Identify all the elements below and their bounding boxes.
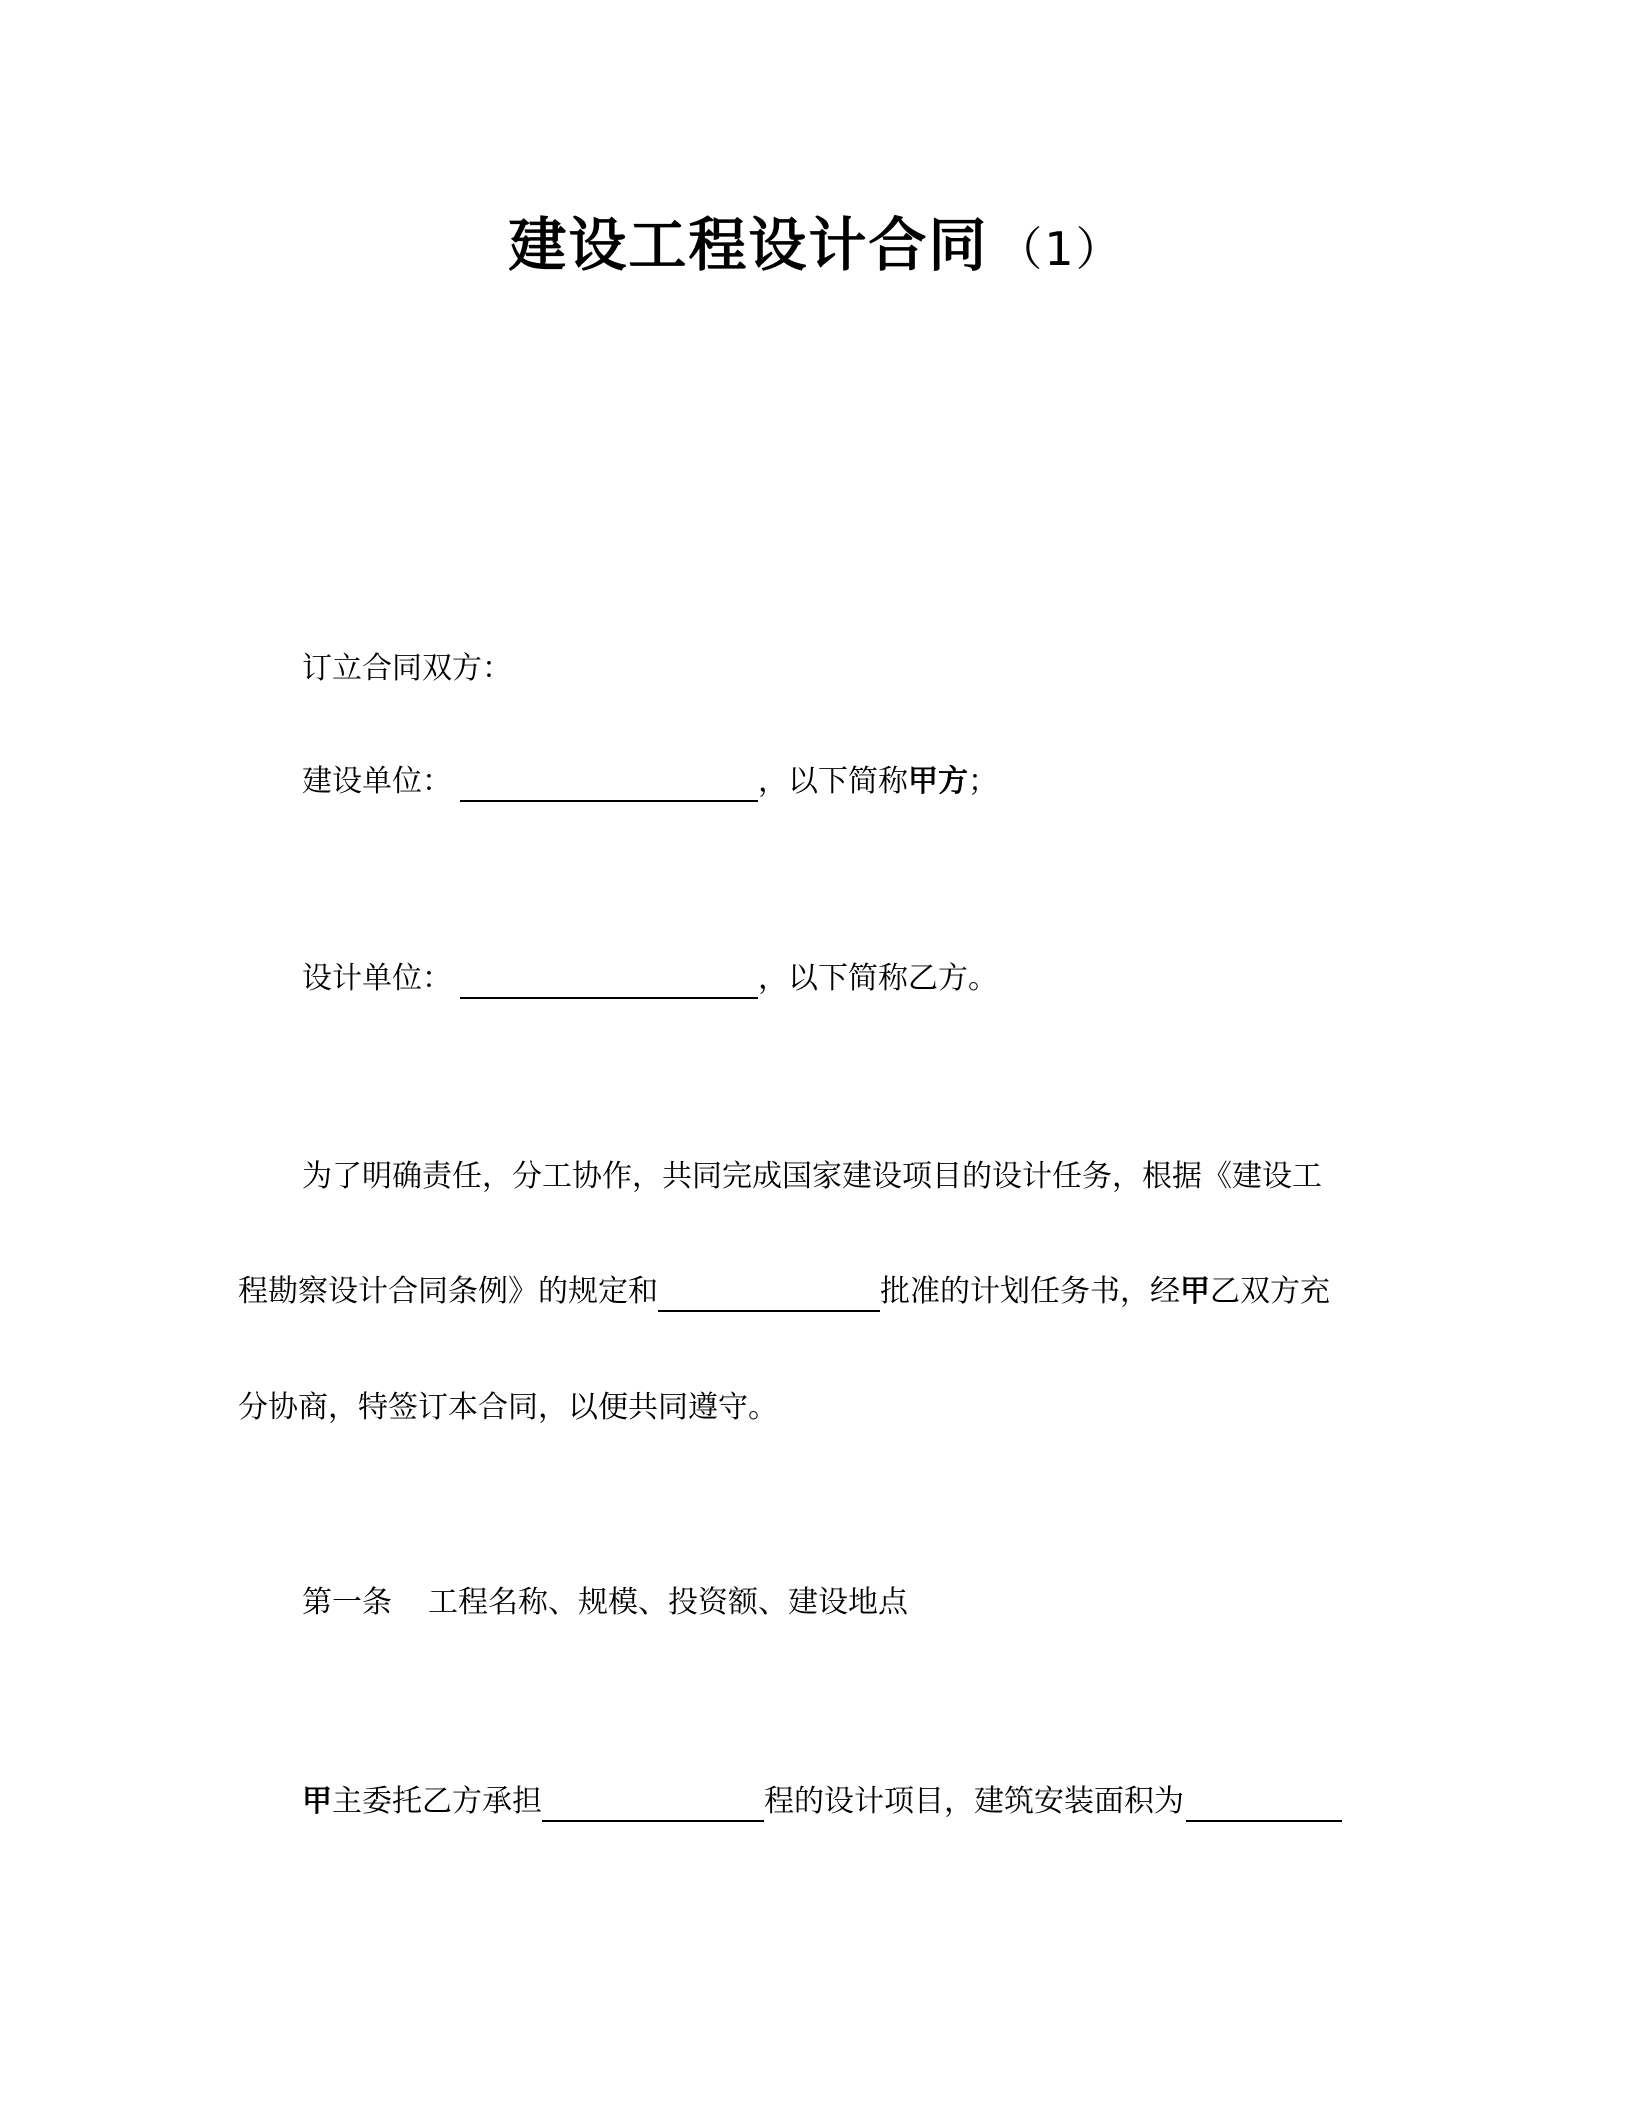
preamble-line-2-post-a: 批准的计划任务书，经 [880, 1274, 1180, 1309]
project-name-blank[interactable] [542, 1786, 764, 1822]
clause-1-pre: 主委托乙方承担 [332, 1784, 542, 1819]
preamble-line-1 [302, 1157, 1322, 1197]
client-suffix-post: ； [968, 764, 998, 799]
title-suffix: （1） [996, 222, 1124, 276]
preamble-line-2-pre: 程勘察设计合同条例》的规定和 [238, 1274, 658, 1309]
designer-label: 设计单位： [302, 961, 452, 996]
preamble-line-2-post-b: 乙双方充 [1210, 1274, 1330, 1309]
client-short-name: 甲方 [908, 764, 968, 799]
clause-1-party: 甲 [302, 1784, 332, 1819]
clause-1-line [302, 1782, 1342, 1822]
preamble-line-3 [238, 1388, 778, 1428]
article-1-title: 工程名称、规模、投资额、建设地点 [428, 1585, 908, 1620]
designer-suffix: ，以下简称乙方。 [758, 961, 998, 996]
client-line [302, 762, 998, 802]
designer-line [302, 959, 998, 999]
client-name-blank[interactable] [460, 766, 758, 802]
article-1-heading [302, 1583, 908, 1623]
client-suffix-pre: ，以下简称 [758, 764, 908, 799]
preamble-line-1-text: 为了明确责任，分工协作，共同完成国家建设项目的设计任务，根据《建设工 [302, 1159, 1322, 1194]
preamble-party-a: 甲 [1180, 1274, 1210, 1309]
building-area-blank[interactable] [1186, 1786, 1342, 1822]
clause-1-mid: 程的设计项目，建筑安装面积为 [764, 1784, 1184, 1819]
approval-authority-blank[interactable] [658, 1276, 880, 1312]
preamble-line-2 [238, 1272, 1330, 1312]
designer-name-blank[interactable] [460, 963, 758, 999]
parties-heading-text: 订立合同双方： [302, 651, 512, 686]
parties-heading [302, 649, 512, 689]
preamble-line-3-text: 分协商，特签订本合同，以便共同遵守。 [238, 1390, 778, 1425]
title-text: 建设工程设计合同 [508, 211, 989, 279]
document-title [0, 198, 1632, 282]
article-1-number: 第一条 [302, 1585, 392, 1620]
client-label: 建设单位： [302, 764, 452, 799]
